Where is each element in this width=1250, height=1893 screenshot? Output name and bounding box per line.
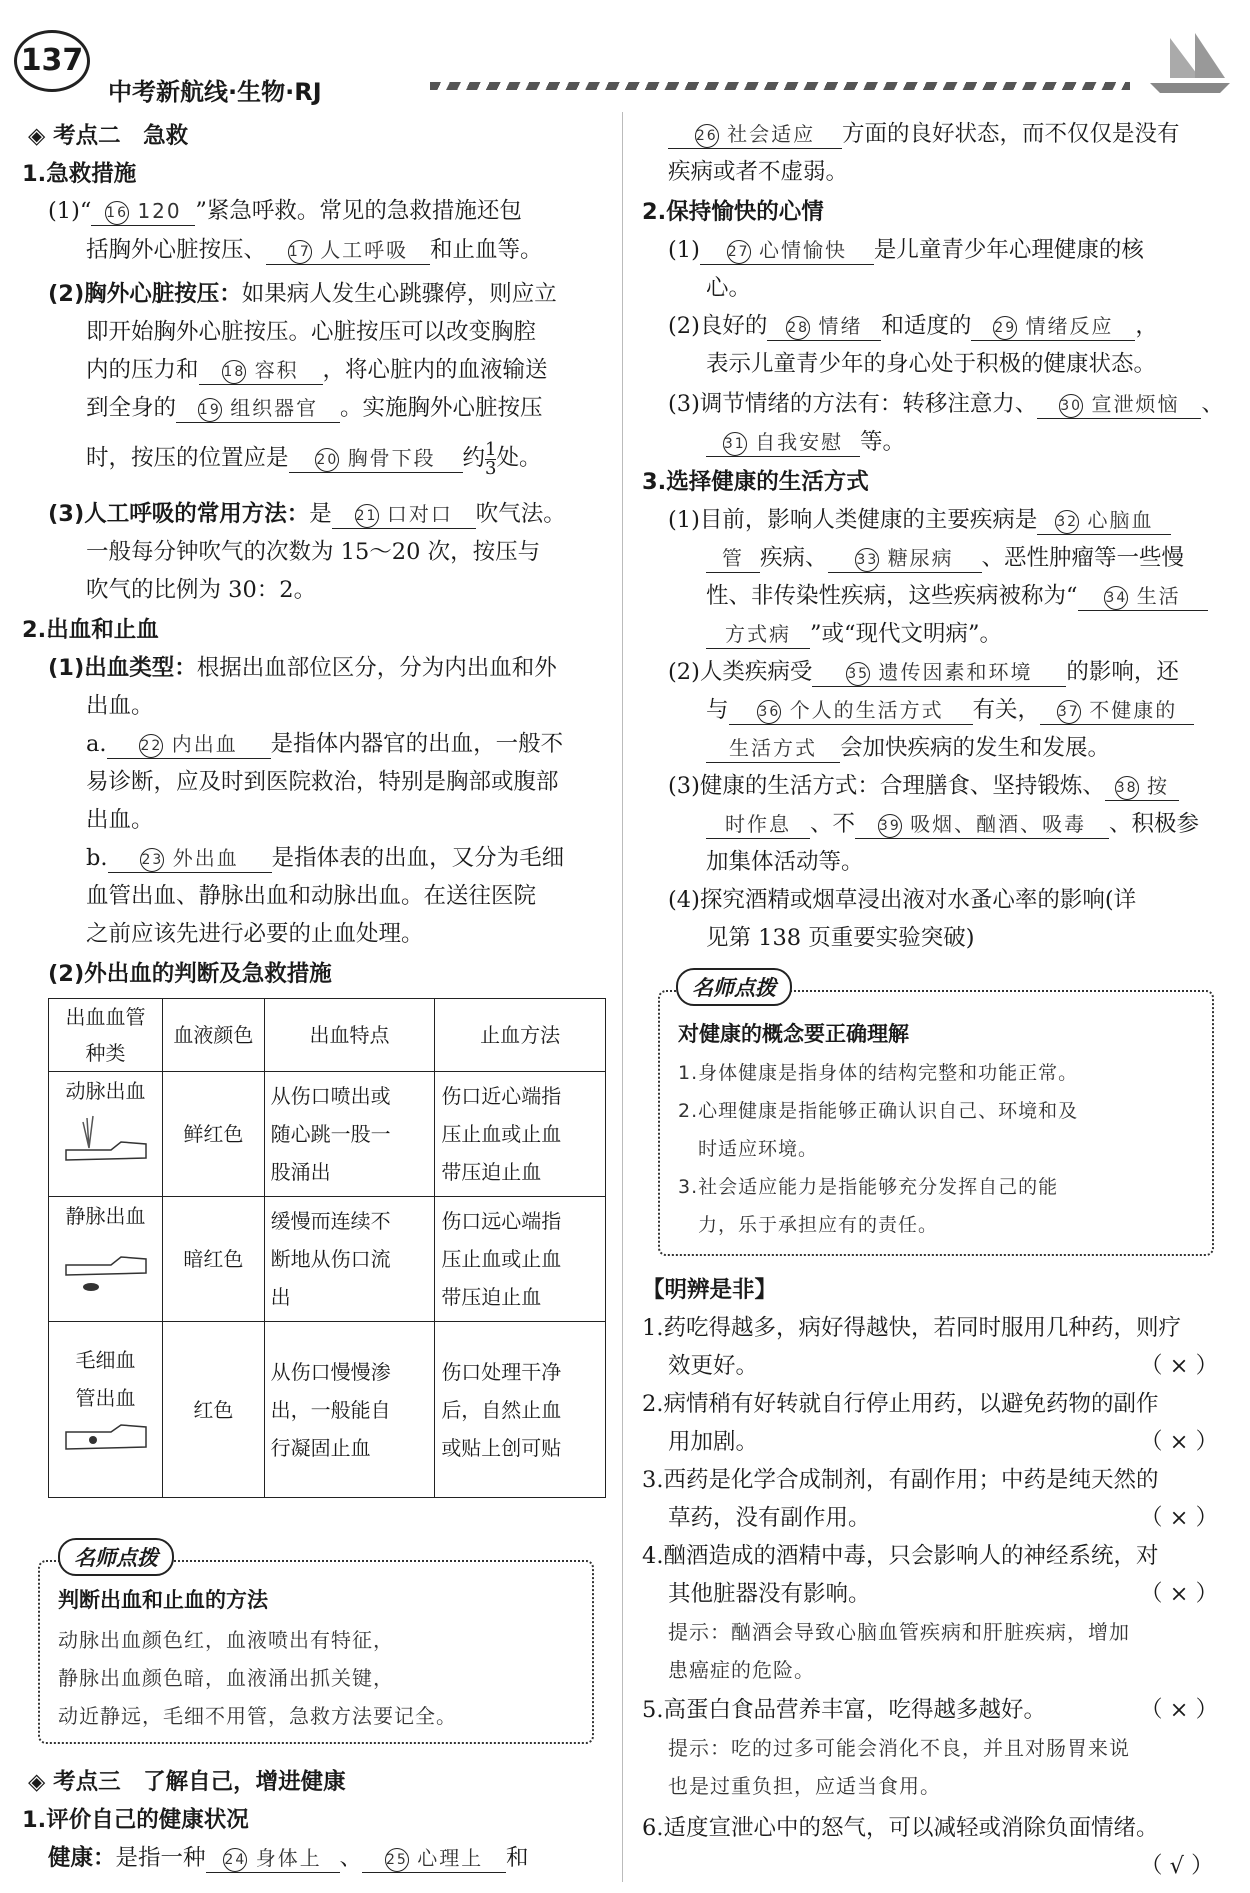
bleeding-table: [48, 998, 606, 1498]
color-cell: 暗红色: [163, 1197, 265, 1322]
tip-line: 力，乐于承担应有的责任。: [678, 1214, 939, 1236]
feature-cell: 缓慢而连续不 断地从伤口流 出: [264, 1197, 435, 1322]
text-line: 31 自我安慰 等。: [706, 424, 905, 457]
text-line: (1) 27 心情愉快 是儿童青少年心理健康的核: [668, 237, 1144, 263]
color-cell: 鲜红色: [163, 1072, 265, 1197]
text-line: 性、非传染性疾病，这些疾病被称为“ 34 生活: [706, 578, 1208, 611]
hint-line: 患癌症的危险。: [668, 1658, 815, 1682]
text-line: 吹气的比例为 30：2。: [86, 577, 317, 603]
tip-line: 动脉出血颜色红，血液喷出有特征，: [58, 1628, 394, 1652]
text-line: b. 23 外出血 是指体表的出血，又分为毛细: [86, 845, 565, 871]
arterial-hand-icon: [61, 1110, 151, 1170]
tip-title: 判断出血和止血的方法: [58, 1588, 268, 1612]
text-line: 时作息 、不 39 吸烟、酗酒、吸毒 、积极参: [706, 806, 1199, 839]
text-line: 内的压力和 18 容积 ，将心脏内的血液输送: [86, 357, 548, 383]
tip-line: 时适应环境。: [678, 1138, 819, 1160]
text-line: (1)目前，影响人类健康的主要疾病是 32 心脑血: [668, 502, 1171, 535]
text-line: (1)出血类型：根据出血部位区分，分为内出血和外: [48, 655, 557, 681]
venous-hand-icon: [61, 1235, 151, 1295]
subsection-title: 2.出血和止血: [22, 617, 159, 643]
table-row: [49, 1322, 606, 1498]
tip-line: 3.社会适应能力是指能够充分发挥自己的能: [678, 1176, 1059, 1198]
text-line: (4)探究酒精或烟草浸出液对水蚤心率的影响(详: [668, 887, 1137, 913]
text-line: 时，按压的位置应是 20 胸骨下段 约$\frac{1}{3}$处。: [86, 438, 542, 479]
judge-answer: （ × ）: [1140, 1697, 1219, 1723]
vessel-cell: 动脉出血: [49, 1072, 163, 1197]
text-line: (3)人工呼吸的常用方法：是 21 口对口 吹气法。: [48, 501, 566, 527]
text-line: 健康：是指一种 24 身体上 、 25 心理上 和: [48, 1845, 529, 1871]
section-title-kd2: ◈ 考点二 急救: [28, 123, 189, 149]
text-line: 血管出血、静脉出血和动脉出血。在送往医院: [86, 883, 537, 909]
text-line: 易诊断，应及时到医院救治，特别是胸部或腹部: [86, 769, 559, 795]
capillary-hand-icon: [61, 1417, 151, 1467]
subsection-title: 1.评价自己的健康状况: [22, 1807, 249, 1833]
feature-cell: 从伤口喷出或 随心跳一股一 股涌出: [264, 1072, 435, 1197]
table-header-row: [49, 999, 606, 1072]
method-cell: 伤口处理干净 后，自然止血 或贴上创可贴: [435, 1322, 606, 1498]
table-row: [49, 1072, 606, 1197]
text-line: 表示儿童青少年的身心处于积极的健康状态。: [706, 351, 1157, 377]
column-divider: [622, 112, 623, 1882]
feature-cell: 从伤口慢慢渗 出，一般能自 行凝固止血: [264, 1322, 435, 1498]
table-row: [49, 1197, 606, 1322]
text-line: 一般每分钟吹气的次数为 15～20 次，按压与: [86, 539, 541, 565]
tip-line: 2.心理健康是指能够正确认识自己、环境和及: [678, 1100, 1079, 1122]
text-line: 加集体活动等。: [706, 849, 864, 875]
text-line: 与 36 个人的生活方式 有关， 37 不健康的: [706, 692, 1194, 725]
text-line: 出血。: [86, 693, 154, 719]
text-line: (2)良好的 28 情绪 和适度的 29 情绪反应 ，: [668, 313, 1158, 339]
text-line: (2)外出血的判断及急救措施: [48, 961, 332, 987]
tip-line: 动近静远，毛细不用管，急救方法要记全。: [58, 1704, 457, 1728]
section-title-kd3: ◈ 考点三 了解自己，增进健康: [28, 1769, 346, 1795]
text-line: (3)健康的生活方式：合理膳食、坚持锻炼、 38 按: [668, 768, 1179, 801]
method-cell: 伤口近心端指 压止血或止血 带压迫止血: [435, 1072, 606, 1197]
text-line: (2)胸外心脏按压：如果病人发生心跳骤停，则应立: [48, 281, 557, 307]
judge-answer: （ √ ）: [1140, 1853, 1214, 1879]
tip-tag-right: 名师点拨: [676, 968, 792, 1006]
col-header: 出血血管种类: [49, 999, 163, 1072]
col-header: 出血特点: [264, 999, 435, 1072]
judge-answer: （ × ）: [1140, 1505, 1219, 1531]
subsection-title: 2.保持愉快的心情: [642, 199, 824, 225]
text-line: 生活方式 会加快疾病的发生和发展。: [706, 730, 1110, 763]
text-line: 方式病 ”或“现代文明病”。: [706, 616, 1002, 649]
text-line: 括胸外心脏按压、 17 人工呼吸 和止血等。: [86, 237, 543, 263]
text-line: 之前应该先进行必要的止血处理。: [86, 921, 424, 947]
tip-tag-left: 名师点拨: [58, 1538, 174, 1576]
judge-answer: （ × ）: [1140, 1429, 1219, 1455]
tip-line: 1.身体健康是指身体的结构完整和功能正常。: [678, 1062, 1079, 1084]
vessel-cell: 静脉出血: [49, 1197, 163, 1322]
text-line: 出血。: [86, 807, 154, 833]
subsection-title: 3.选择健康的生活方式: [642, 469, 869, 495]
judge-title: 【明辨是非】: [642, 1277, 778, 1303]
text-line: 管 疾病、 33 糖尿病 、恶性肿瘤等一些慢: [706, 540, 1184, 573]
hint-line: 提示：酗酒会导致心脑血管疾病和肝脏疾病，增加: [668, 1620, 1130, 1644]
ship-icon: [1140, 28, 1240, 98]
col-header: 止血方法: [435, 999, 606, 1072]
hint-line: 也是过重负担，应适当食用。: [668, 1774, 941, 1798]
text-line: 到全身的 19 组织器官 。实施胸外心脏按压: [86, 395, 543, 421]
text-line: (3)调节情绪的方法有：转移注意力、 30 宣泄烦恼 、: [668, 391, 1224, 417]
text-line: 即开始胸外心脏按压。心脏按压可以改变胸腔: [86, 319, 537, 345]
text-line: a. 22 内出血 是指体内器官的出血，一般不: [86, 731, 564, 757]
answer-16: 120: [137, 199, 182, 223]
book-title: 中考新航线·生物·RJ: [108, 78, 322, 106]
text-line: 26 社会适应 方面的良好状态，而不仅仅是没有: [668, 116, 1180, 149]
page-number-badge: 137: [14, 30, 90, 92]
tip-title: 对健康的概念要正确理解: [678, 1022, 909, 1046]
tip-line: 静脉出血颜色暗，血液涌出抓关键，: [58, 1666, 394, 1690]
col-header: 血液颜色: [163, 999, 265, 1072]
text-line: 见第 138 页重要实验突破): [706, 925, 975, 951]
vessel-cell: 毛细血管出血: [49, 1322, 163, 1498]
text-line: 疾病或者不虚弱。: [668, 159, 849, 185]
subsection-title: 1.急救措施: [22, 161, 137, 187]
hint-line: 提示：吃的过多可能会消化不良，并且对肠胃来说: [668, 1736, 1130, 1760]
text-line: 心。: [706, 275, 752, 301]
color-cell: 红色: [163, 1322, 265, 1498]
judge-answer: （ × ）: [1140, 1581, 1219, 1607]
text-line: (2)人类疾病受 35 遗传因素和环境 的影响，还: [668, 659, 1179, 685]
method-cell: 伤口远心端指 压止血或止血 带压迫止血: [435, 1197, 606, 1322]
judge-answer: （ × ）: [1140, 1353, 1219, 1379]
header-dash-line: [430, 82, 1130, 90]
text-line: (1)“ 16 120 ”紧急呼救。常见的急救措施还包: [48, 198, 522, 224]
